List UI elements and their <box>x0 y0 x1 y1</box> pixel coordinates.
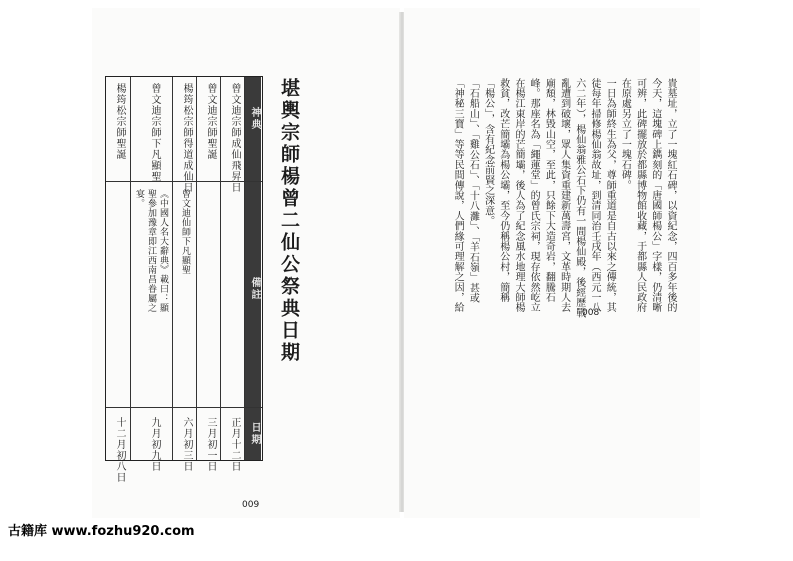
table-divider <box>106 407 262 408</box>
row-name: 楊筠松宗師得道成仙日 <box>181 83 192 193</box>
body-text <box>452 78 678 318</box>
row-note: 曾文迪仙師下凡顯聖 <box>180 189 190 275</box>
left-page <box>92 8 400 518</box>
row-date: 三月初一日 <box>205 417 216 472</box>
table-row <box>220 77 244 472</box>
paragraph: 貴墓址，立了一塊紅石碑，以資紀念，四百多年後的今天，這塊碑上鐫刻的「唐國師楊公」字樣，仍清晰可辨，此碑擺放於都縣博物館收藏，于都縣人民政府在原處另立了一塊石碑。 <box>619 78 676 313</box>
row-name: 楊筠松宗師聖誕 <box>114 83 125 160</box>
page-title: 堪輿宗師楊曾二仙公祭典日期 <box>278 78 300 364</box>
row-name: 曾文迪宗師聖誕 <box>205 83 216 160</box>
table-divider <box>106 181 262 182</box>
header-note: 備註 <box>249 277 260 301</box>
table-row <box>106 77 130 483</box>
table-row <box>130 77 172 472</box>
site-watermark: 古籍库 www.fozhu920.com <box>8 524 195 539</box>
row-name: 曾文迪宗師成仙飛昇日 <box>229 83 240 193</box>
paragraph: 「石船山」、「雞公石」、「十八灘」、「羊石嶺」甚或「神秘三寶」等等民間傳說，人們緣可理解之因，給 <box>452 78 479 313</box>
row-name: 曾文迪宗師下凡顯聖 <box>149 83 160 182</box>
row-date: 正月十二日 <box>229 417 240 472</box>
row-date: 六月初三日 <box>181 417 192 472</box>
table-header <box>244 77 261 460</box>
right-page <box>404 8 700 518</box>
row-note: 《中國人名大辭典》載曰：顯聖參加豫章即江西南昌眷屬之宴。 <box>134 189 168 313</box>
table-row <box>196 77 220 472</box>
ceremony-table <box>105 76 263 483</box>
page-number: 008 <box>582 308 600 318</box>
page-number: 009 <box>242 500 260 510</box>
row-date: 十二月初八日 <box>114 417 125 483</box>
header-date: 日期 <box>249 422 260 446</box>
paragraph: 一日為師終生為父，尊師重道是自古以來之傳統，其徒每年掃修楊仙翁故址，到清同治壬戌年（西元一八六二年），楊仙翁雅公石下仍有一間楊仙殿，後經歷戰亂遭到破壞，眾人集資重建新萬壽宮，文革時期人去廟頹，林毀山空，至此，只餘下大造奇岩，翻騰石峰。那座名為「繩蓮堂」的曾氏宗祠，現存依然屹立在楊江東岸的芒簡壩，後人為了紀念風水地理大師楊救貧，改芒簡壩為楊公壩，至今仍稱楊公村，簡稱「楊公」，含有紀念前賢之深意。 <box>482 78 616 318</box>
header-name: 神典 <box>249 107 260 131</box>
row-date: 九月初九日 <box>149 417 160 472</box>
table-row <box>172 77 196 472</box>
